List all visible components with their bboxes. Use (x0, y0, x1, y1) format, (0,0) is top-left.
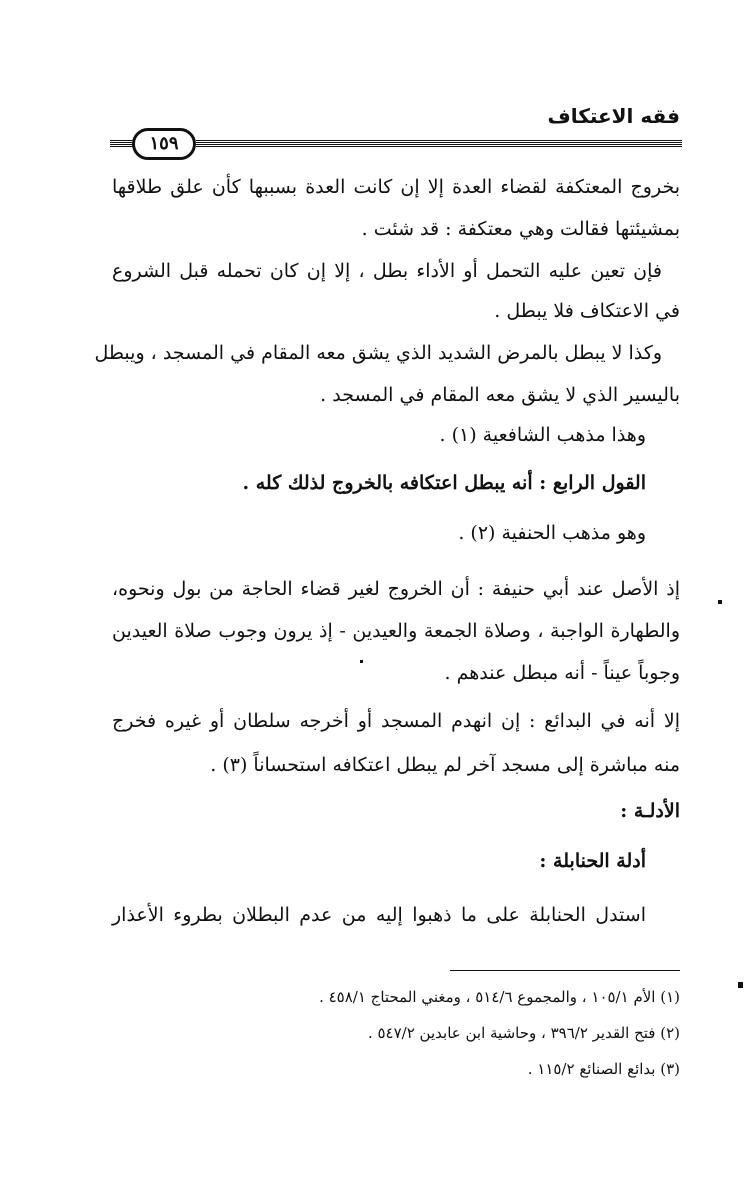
section-heading-line: القول الرابع : أنه يبطل اعتكافه بالخروج لذلك كله . (242, 472, 646, 494)
body-line: إلا أنه في البدائع : إن انهدم المسجد أو أخرجه سلطان أو غيره فخرج (112, 710, 680, 732)
footnote: (٣) بدائع الصنائع ١١٥/٢ . (527, 1060, 680, 1078)
heading-hanbali-evidence: أدلة الحنابلة : (539, 850, 646, 872)
scan-speck (360, 660, 363, 663)
footnote: (٢) فتح القدير ٣٩٦/٢ ، وحاشية ابن عابدين ٥٤٧/٢ . (367, 1024, 680, 1042)
body-line: وهو مذهب الحنفية (٢) . (458, 522, 646, 544)
body-line: فإن تعين عليه التحمل أو الأداء بطل ، إلا إن كان تحمله قبل الشروع (112, 260, 662, 282)
body-line: وكذا لا يبطل بالمرض الشديد الذي يشق معه المقام في المسجد ، ويبطل (94, 342, 662, 364)
body-line: استدل الحنابلة على ما ذهبوا إليه من عدم البطلان بطروء الأعذار (112, 904, 646, 926)
body-line: بمشيئتها فقالت وهي معتكفة : قد شئت . (361, 218, 680, 240)
body-line: إذ الأصل عند أبي حنيفة : أن الخروج لغير قضاء الحاجة من بول ونحوه، (112, 578, 680, 600)
body-line: والطهارة الواجبة ، وصلاة الجمعة والعيدين - إذ يرون وجوب صلاة العيدين (112, 620, 680, 642)
header-rule (196, 140, 682, 148)
body-line: وجوباً عيناً - أنه مبطل عندهم . (444, 662, 680, 684)
body-line: في الاعتكاف فلا يبطل . (494, 300, 680, 322)
body-line: منه مباشرة إلى مسجد آخر لم يبطل اعتكافه استحساناً (٣) . (210, 754, 680, 776)
body-line: بخروج المعتكفة لقضاء العدة إلا إن كانت العدة بسببها كأن علق طلاقها (112, 176, 680, 198)
footnote: (١) الأم ١٠٥/١ ، والمجموع ٥١٤/٦ ، ومغني المحتاج ٤٥٨/١ . (319, 988, 680, 1006)
scan-speck (738, 982, 743, 988)
header-rule-left (110, 140, 134, 148)
scan-speck (718, 600, 722, 604)
running-title: فقه الاعتكاف (547, 104, 680, 128)
heading-evidence: الأدلـة : (620, 800, 680, 822)
footnote-rule (450, 970, 680, 971)
page-number: ١٥٩ (132, 128, 196, 160)
body-line: وهذا مذهب الشافعية (١) . (439, 424, 646, 446)
body-line: باليسير الذي لا يشق معه المقام في المسجد . (320, 384, 680, 406)
